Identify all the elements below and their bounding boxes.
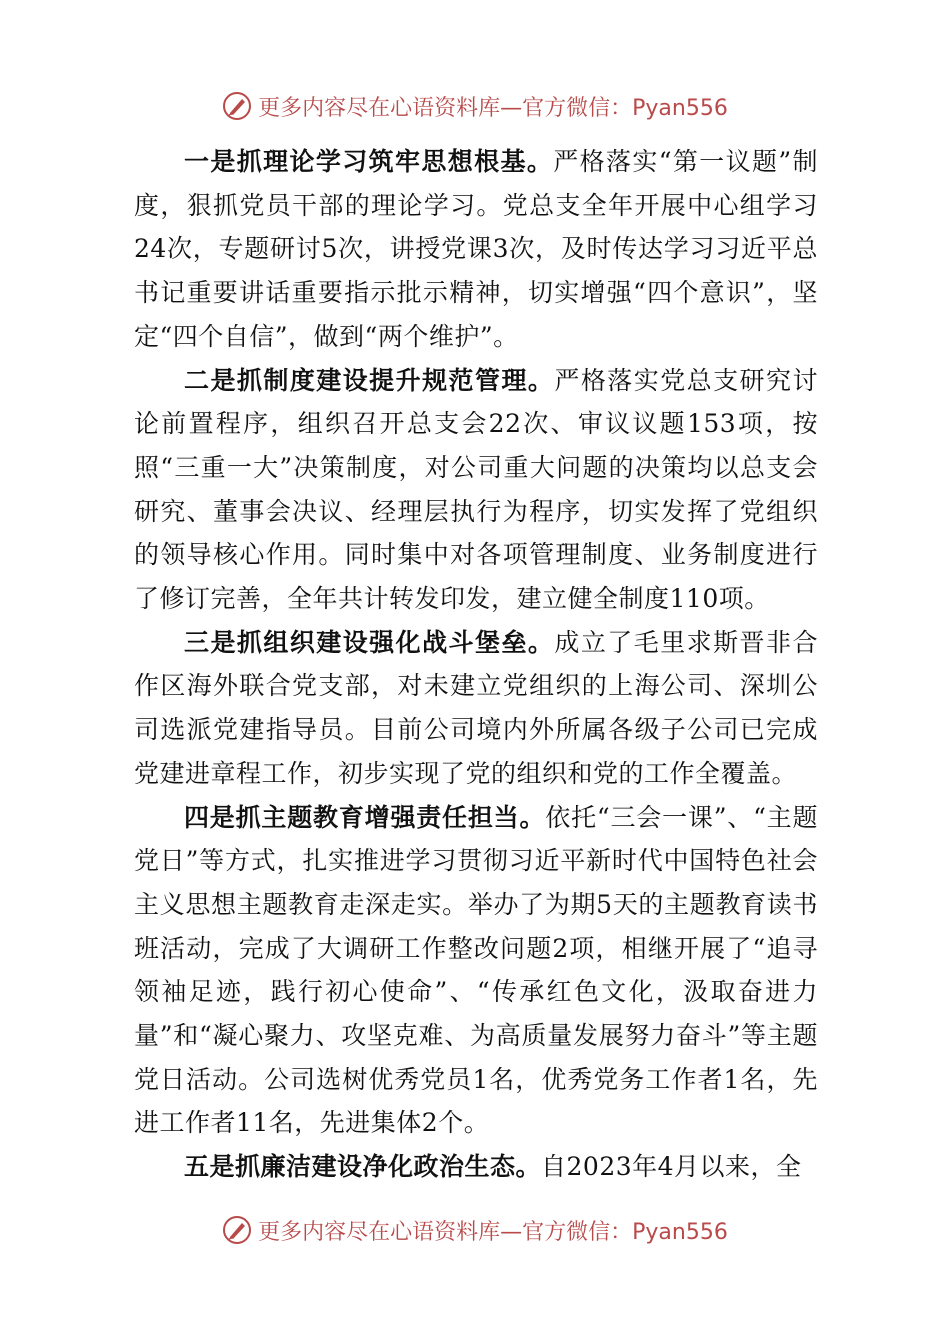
paragraph-3 — [134, 621, 818, 796]
paragraph-lead: 二是抓制度建设提升规范管理。 — [184, 365, 555, 395]
paragraph-body: 依托“三会一课”、“主题党日”等方式，扎实推进学习贯彻习近平新时代中国特色社会主义思想主题教育走深走实。举办了为期5天的主题教育读书班活动，完成了大调研工作整改问题2项，相继开展了“追寻领袖足迹，践行初心使命”、“传承红色文化，汲取奋进力量”和“凝心聚力、攻坚克难、为高质量发展努力奋斗”等主题党日活动。公司选树优秀党员1名，优秀党务工作者1名，先进工作者11名，先进集体2个。 — [134, 802, 818, 1138]
paragraph-lead: 四是抓主题教育增强责任担当。 — [184, 802, 546, 832]
paragraph-5 — [134, 1145, 818, 1189]
document-body — [134, 140, 818, 1189]
pen-nib-logo-icon — [222, 91, 252, 121]
paragraph-lead: 五是抓廉洁建设净化政治生态。 — [184, 1152, 542, 1182]
footer-banner — [0, 1210, 950, 1250]
paragraph-4 — [134, 796, 818, 1146]
banner-text: 更多内容尽在心语资料库—官方微信：Pyan556 — [258, 1219, 728, 1245]
paragraph-lead: 三是抓组织建设强化战斗堡垒。 — [184, 627, 555, 657]
paragraph-1 — [134, 140, 818, 359]
header-banner — [0, 86, 950, 126]
paragraph-body: 严格落实“第一议题”制度，狠抓党员干部的理论学习。党总支全年开展中心组学习24次，专题研讨5次，讲授党课3次，及时传达学习习近平总书记重要讲话重要指示批示精神，切实增强“四个意识”，坚定“四个自信”，做到“两个维护”。 — [134, 147, 818, 351]
paragraph-body: 自2023年4月以来，全 — [541, 1152, 802, 1182]
paragraph-lead: 一是抓理论学习筑牢思想根基。 — [184, 147, 554, 176]
banner-text: 更多内容尽在心语资料库—官方微信：Pyan556 — [258, 95, 728, 121]
pen-nib-logo-icon — [222, 1215, 252, 1245]
paragraph-2 — [134, 359, 818, 621]
paragraph-body: 成立了毛里求斯晋非合作区海外联合党支部，对未建立党组织的上海公司、深圳公司选派党建指导员。目前公司境内外所属各级子公司已完成党建进章程工作，初步实现了党的组织和党的工作全覆盖。 — [134, 627, 818, 788]
paragraph-body: 严格落实党总支研究讨论前置程序，组织召开总支会22次、审议议题153项，按照“三重一大”决策制度，对公司重大问题的决策均以总支会研究、董事会决议、经理层执行为程序，切实发挥了党组织的领导核心作用。同时集中对各项管理制度、业务制度进行了修订完善，全年共计转发印发，建立健全制度110项。 — [134, 365, 818, 614]
